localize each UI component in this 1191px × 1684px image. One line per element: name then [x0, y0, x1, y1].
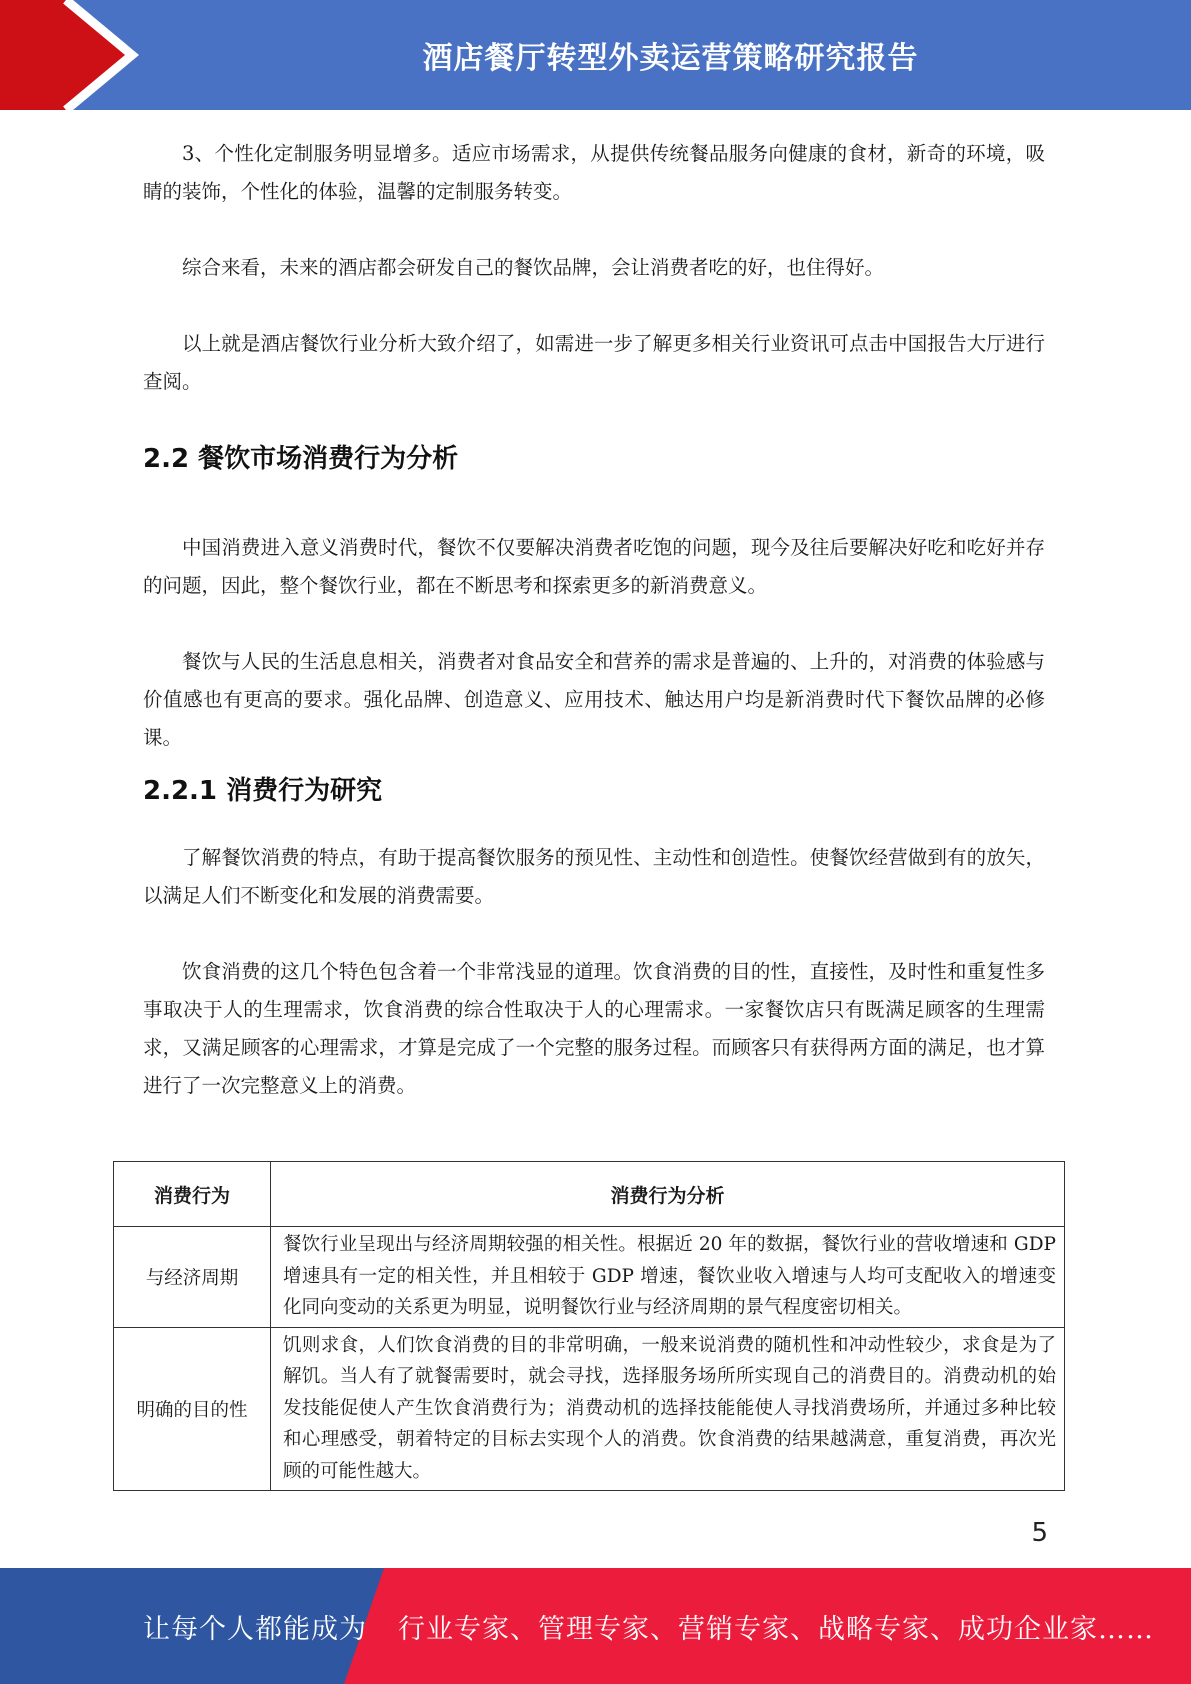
page-footer — [0, 1568, 1191, 1684]
analysis-cell: 餐饮行业呈现出与经济周期较强的相关性。根据近 20 年的数据，餐饮行业的营收增速和 GDP 增速具有一定的相关性，并且相较于 GDP 增速，餐饮业收入增速与人均可支配收入的增速变化同向变动的关系更为明显，说明餐饮行业与经济周期的景气程度密切相关。 — [271, 1227, 1065, 1328]
table-header-cell: 消费行为 — [114, 1162, 271, 1227]
paragraph: 以上就是酒店餐饮行业分析大致介绍了，如需进一步了解更多相关行业资讯可点击中国报告大厅进行查阅。 — [143, 332, 1045, 393]
table-row — [114, 1227, 1065, 1328]
section-heading: 2.2 餐饮市场消费行为分析 — [143, 444, 459, 474]
analysis-cell: 饥则求食，人们饮食消费的目的非常明确，一般来说消费的随机性和冲动性较少，求食是为了解饥。当人有了就餐需要时，就会寻找，选择服务场所所实现自己的消费目的。消费动机的始发技能促使人产生饮食消费行为；消费动机的选择技能能使人寻找消费场所，并通过多种比较和心理感受，朝着特定的目标去实现个人的消费。饮食消费的结果越满意，重复消费，再次光顾的可能性越大。 — [271, 1327, 1065, 1491]
consumer-behavior-table — [113, 1161, 1065, 1491]
document-body — [143, 135, 1045, 1105]
paragraph: 3、个性化定制服务明显增多。适应市场需求，从提供传统餐品服务向健康的食材，新奇的环境，吸睛的装饰，个性化的体验，温馨的定制服务转变。 — [143, 142, 1045, 203]
subsection-heading: 2.2.1 消费行为研究 — [143, 776, 383, 806]
footer-slogan-left: 让每个人都能成为 — [143, 1613, 367, 1645]
table-row — [114, 1327, 1065, 1491]
behavior-cell: 与经济周期 — [114, 1227, 271, 1328]
header-chevron-decoration — [0, 0, 150, 110]
report-title: 酒店餐厅转型外卖运营策略研究报告 — [422, 41, 919, 76]
table-header-row — [114, 1162, 1065, 1227]
paragraph: 餐饮与人民的生活息息相关，消费者对食品安全和营养的需求是普遍的、上升的，对消费的体验感与价值感也有更高的要求。强化品牌、创造意义、应用技术、触达用户均是新消费时代下餐饮品牌的必修课。 — [143, 650, 1045, 749]
footer-slogan-right: 行业专家、管理专家、营销专家、战略专家、成功企业家…… — [398, 1613, 1154, 1645]
behavior-cell: 明确的目的性 — [114, 1327, 271, 1491]
paragraph: 了解餐饮消费的特点，有助于提高餐饮服务的预见性、主动性和创造性。使餐饮经营做到有的放矢，以满足人们不断变化和发展的消费需要。 — [143, 846, 1045, 907]
paragraph: 饮食消费的这几个特色包含着一个非常浅显的道理。饮食消费的目的性，直接性，及时性和重复性多事取决于人的生理需求，饮食消费的综合性取决于人的心理需求。一家餐饮店只有既满足顾客的生理需求，又满足顾客的心理需求，才算是完成了一个完整的服务过程。而顾客只有获得两方面的满足，也才算进行了一次完整意义上的消费。 — [143, 960, 1045, 1097]
page-header — [0, 0, 1191, 110]
paragraph: 中国消费进入意义消费时代，餐饮不仅要解决消费者吃饱的问题，现今及往后要解决好吃和吃好并存的问题，因此，整个餐饮行业，都在不断思考和探索更多的新消费意义。 — [143, 536, 1045, 597]
page-number: 5 — [1031, 1518, 1048, 1548]
paragraph: 综合来看，未来的酒店都会研发自己的餐饮品牌，会让消费者吃的好，也住得好。 — [182, 256, 885, 279]
table-header-cell: 消费行为分析 — [271, 1162, 1065, 1227]
